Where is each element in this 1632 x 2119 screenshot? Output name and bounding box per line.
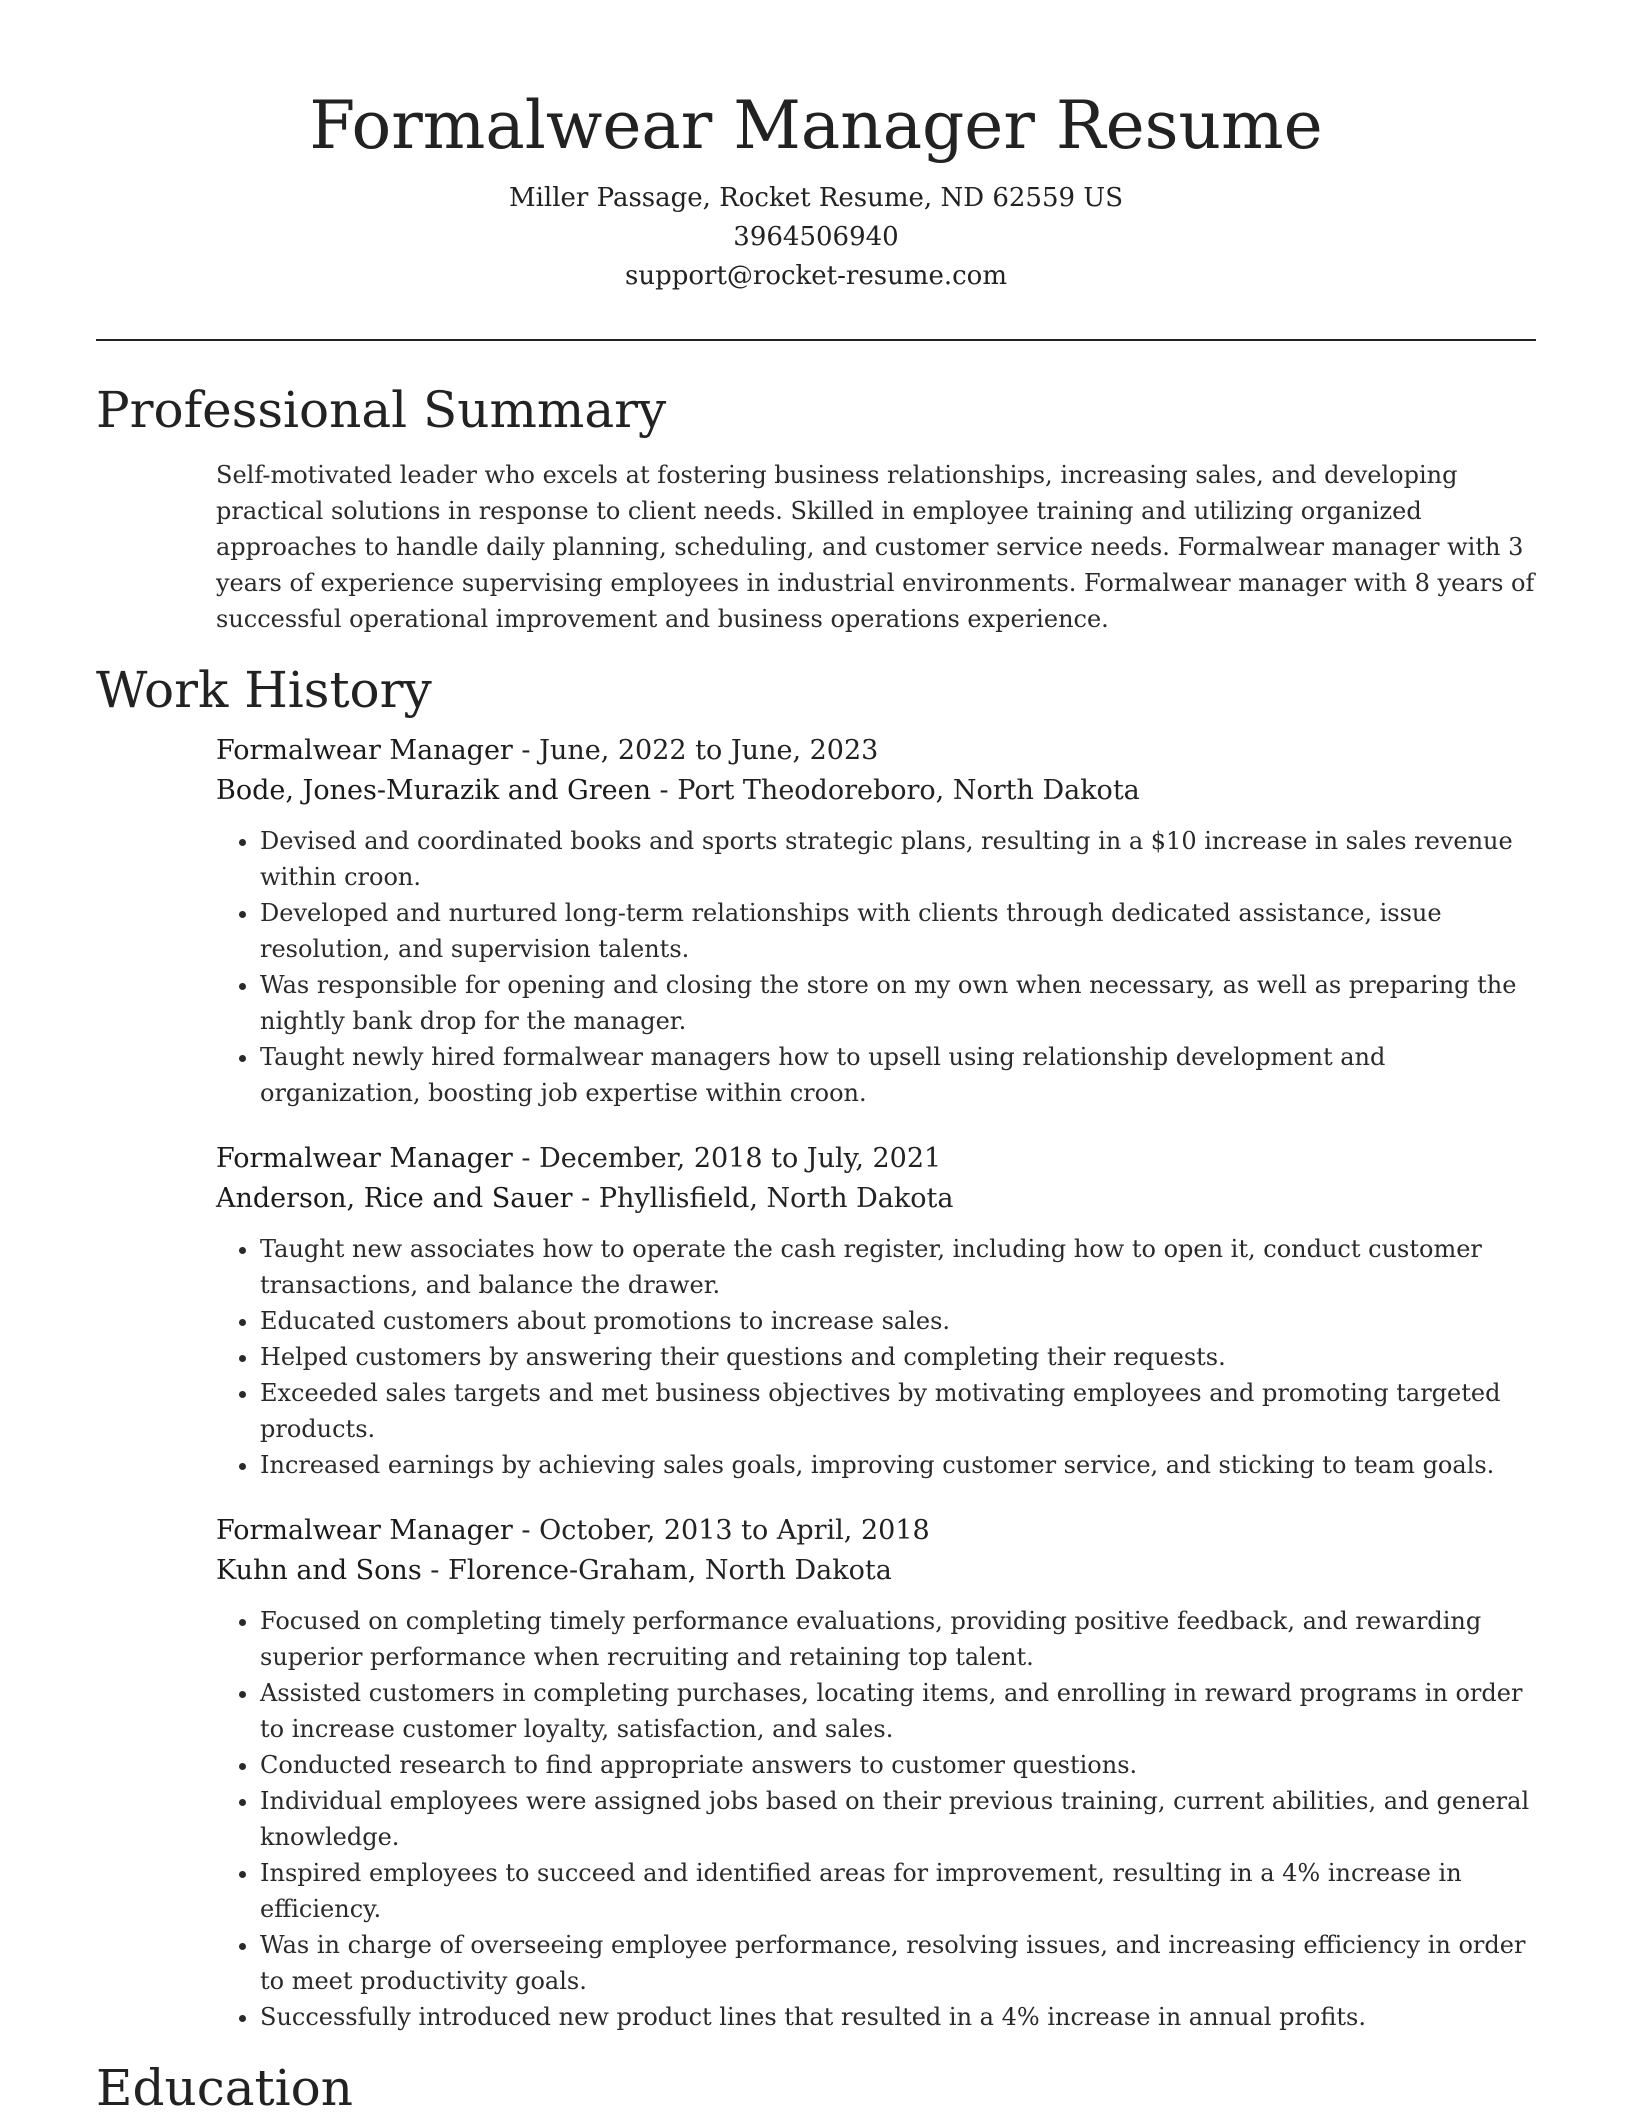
resume-header (96, 0, 1536, 296)
job-bullet: • Educated customers about promotions to increase sales. (260, 1303, 1536, 1339)
contact-phone: 3964506940 (733, 222, 899, 252)
job-bullet-list (216, 823, 1536, 1111)
contact-email: support@rocket-resume.com (624, 261, 1007, 291)
job-role: Formalwear Manager (216, 1143, 513, 1174)
job-bullet: • Devised and coordinated books and sports strategic plans, resulting in a $10 increase in sales revenue within croon. (260, 823, 1536, 895)
job-title-line (216, 1511, 1536, 1551)
job-dates: - June, 2022 to June, 2023 (512, 735, 879, 766)
job-bullet: • Increased earnings by achieving sales goals, improving customer service, and sticking to team goals. (260, 1447, 1536, 1483)
job-entry (216, 1511, 1536, 2035)
job-role: Formalwear Manager (216, 1515, 513, 1546)
job-bullet: • Inspired employees to succeed and identified areas for improvement, resulting in a 4% increase in efficiency. (260, 1855, 1536, 1927)
job-company-line (216, 1551, 1536, 1591)
job-bullet: • Was responsible for opening and closing the store on my own when necessary, as well as preparing the nightly bank drop for the manager. (260, 967, 1536, 1039)
work-history-heading: Work History (96, 661, 432, 719)
job-company: Kuhn and Sons (216, 1555, 422, 1586)
job-bullet-list (216, 1231, 1536, 1483)
job-title-line (216, 1139, 1536, 1179)
job-role: Formalwear Manager (216, 735, 513, 766)
contact-address: Miller Passage, Rocket Resume, ND 62559 US (508, 183, 1124, 213)
job-dates: - October, 2013 to April, 2018 (512, 1515, 930, 1546)
job-bullet: • Individual employees were assigned jobs based on their previous training, current abilities, and general knowledge. (260, 1783, 1536, 1855)
job-title-line (216, 731, 1536, 771)
job-bullet: • Taught newly hired formalwear managers how to upsell using relationship development and organization, boosting job expertise within croon. (260, 1039, 1536, 1111)
job-bullet: • Helped customers by answering their questions and completing their requests. (260, 1339, 1536, 1375)
job-bullet: • Developed and nurtured long-term relationships with clients through dedicated assistance, issue resolution, and supervision talents. (260, 895, 1536, 967)
job-bullet: • Taught new associates how to operate the cash register, including how to open it, conduct customer transactions, and balance the drawer. (260, 1231, 1536, 1303)
job-entry (216, 1139, 1536, 1483)
job-bullet: • Exceeded sales targets and met business objectives by motivating employees and promoting targeted products. (260, 1375, 1536, 1447)
job-dates: - December, 2018 to July, 2021 (512, 1143, 942, 1174)
resume-page (96, 0, 1536, 2119)
resume-title: Formalwear Manager Resume (309, 87, 1323, 164)
job-company: Bode, Jones-Murazik and Green (216, 775, 651, 806)
job-bullet: • Was in charge of overseeing employee performance, resolving issues, and increasing efficiency in order to meet productivity goals. (260, 1927, 1536, 1999)
summary-text: Self-motivated leader who excels at fostering business relationships, increasing sales, and developing practical solutions in response to client needs. Skilled in employee training and utilizing organized approaches to handle daily planning, scheduling, and customer service needs. Formalwear manager with 3 years of experience supervising employees in industrial environments. Formalwear manager with 8 years of successful operational improvement and business operations experience. (216, 461, 1535, 633)
education-heading: Education (96, 2059, 353, 2117)
summary-heading: Professional Summary (96, 381, 667, 439)
job-bullet: • Conducted research to find appropriate answers to customer questions. (260, 1747, 1536, 1783)
job-bullet: • Focused on completing timely performance evaluations, providing positive feedback, and rewarding superior performance when recruiting and retaining top talent. (260, 1603, 1536, 1675)
job-bullet: • Assisted customers in completing purchases, locating items, and enrolling in reward programs in order to increase customer loyalty, satisfaction, and sales. (260, 1675, 1536, 1747)
job-entry (216, 731, 1536, 1111)
job-company-line (216, 771, 1536, 811)
job-bullet: • Successfully introduced new product lines that resulted in a 4% increase in annual profits. (260, 1999, 1536, 2035)
contact-info (96, 179, 1536, 296)
job-company: Anderson, Rice and Sauer (216, 1183, 573, 1214)
job-location: - Florence-Graham, North Dakota (421, 1555, 892, 1586)
header-divider (96, 339, 1536, 341)
job-company-line (216, 1179, 1536, 1219)
job-location: - Port Theodoreboro, North Dakota (650, 775, 1140, 806)
job-bullet-list (216, 1603, 1536, 2035)
job-location: - Phyllisfield, North Dakota (572, 1183, 954, 1214)
